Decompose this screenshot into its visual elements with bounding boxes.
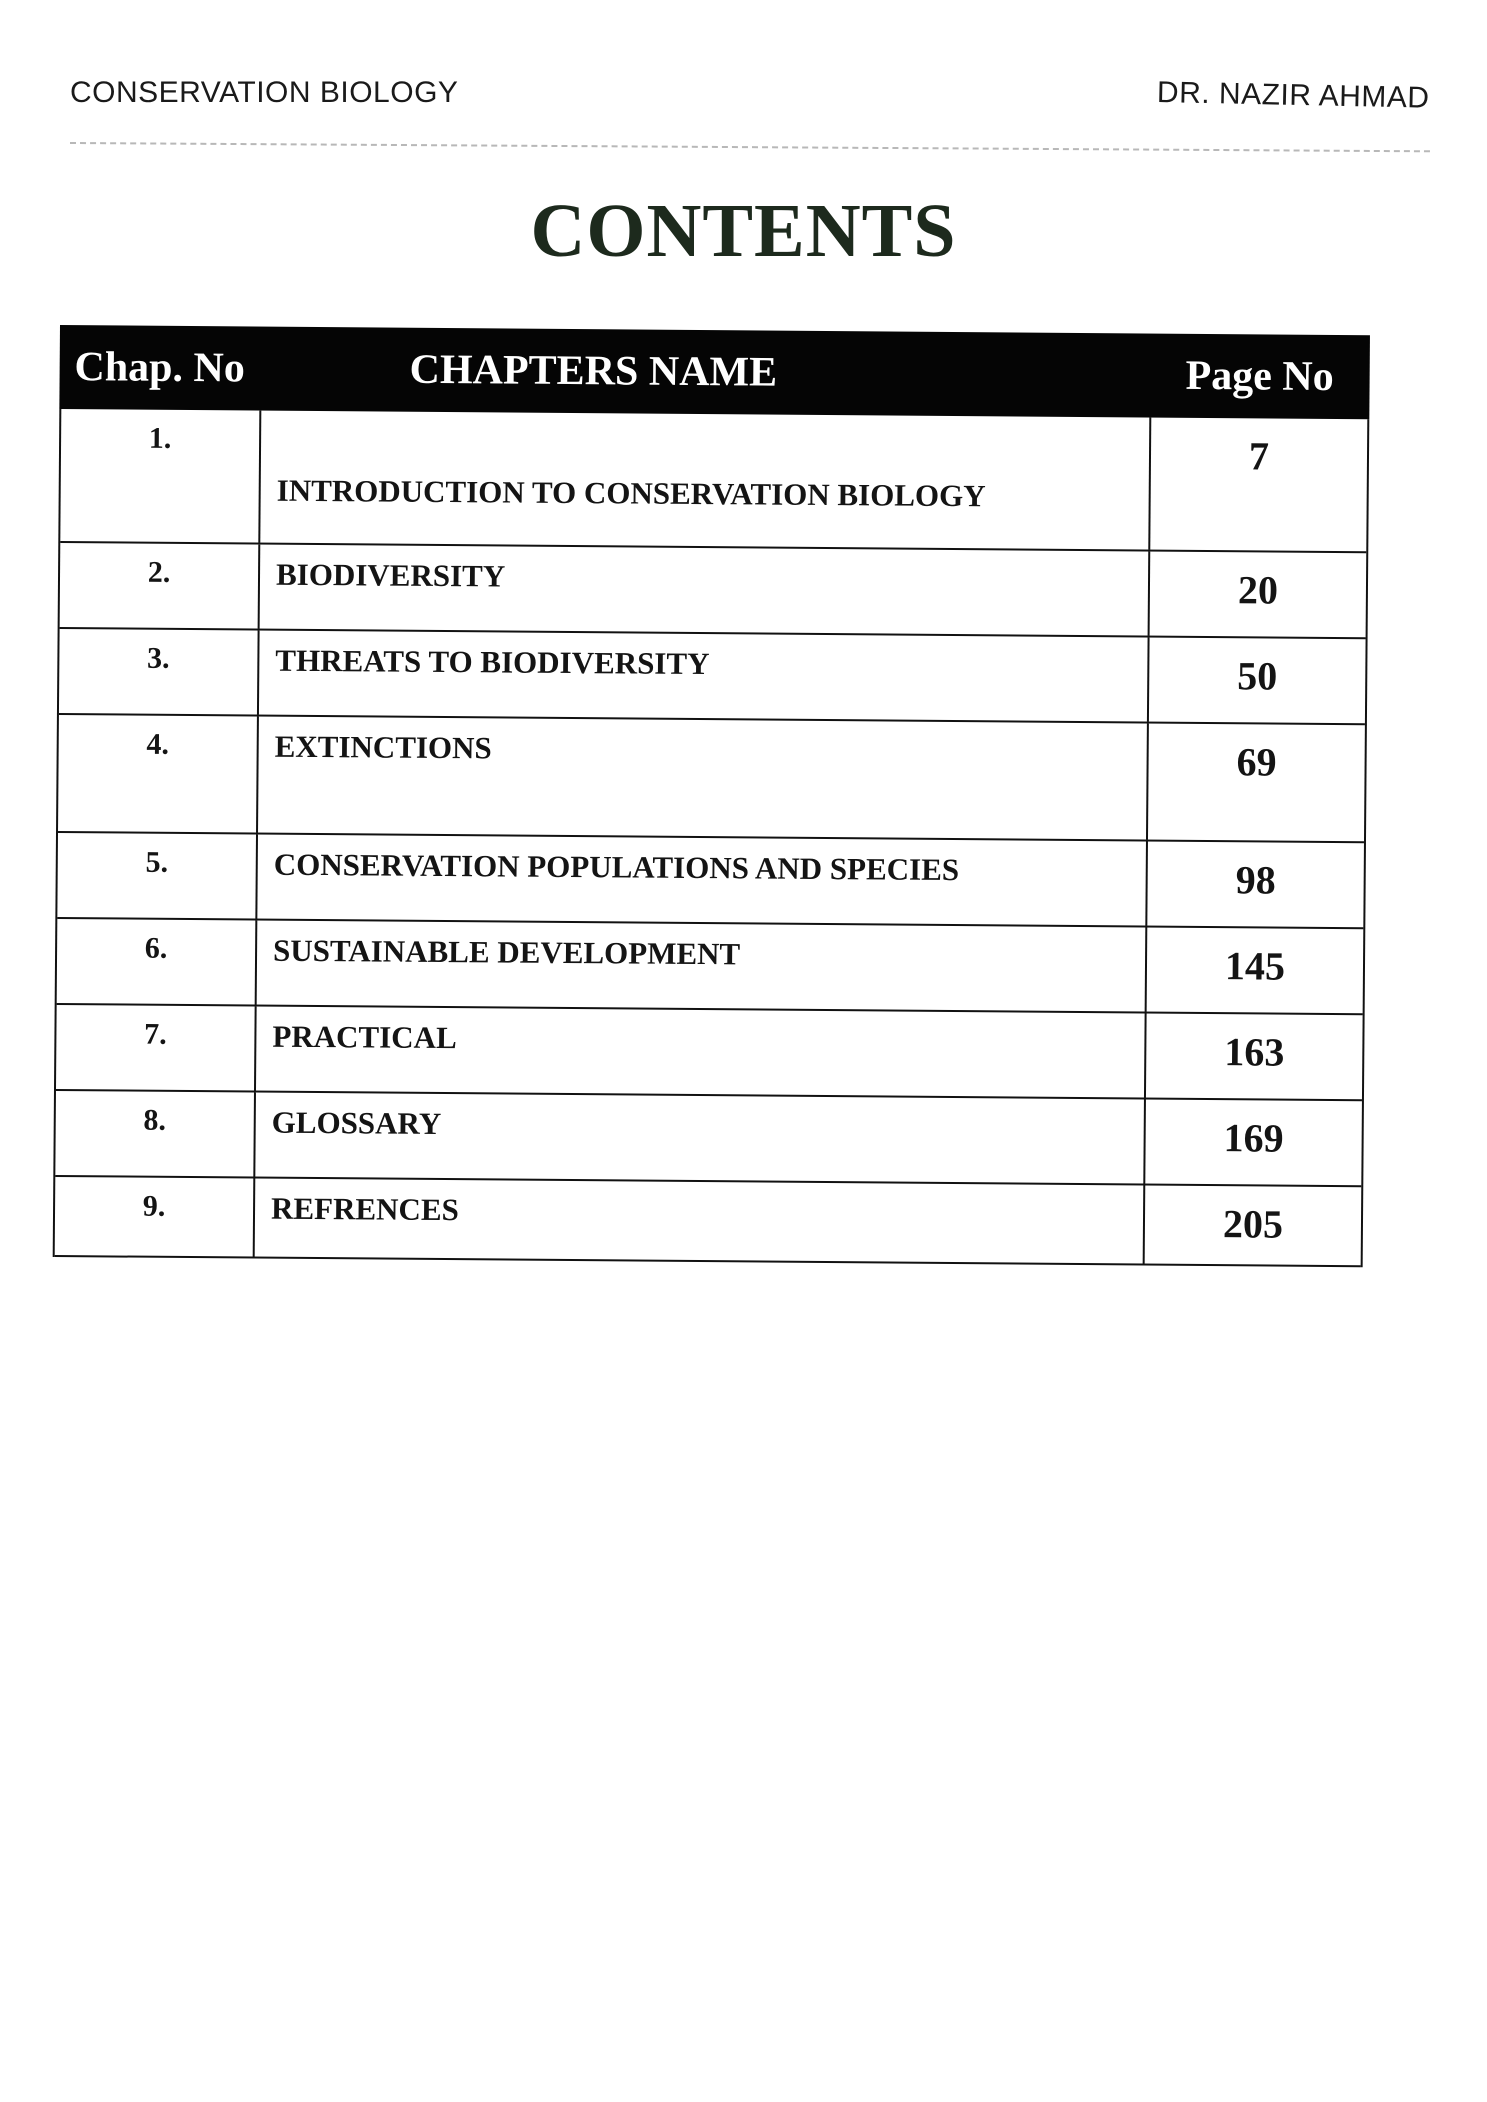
chapter-number: 8. bbox=[55, 1091, 256, 1177]
table-row bbox=[56, 1005, 1363, 1101]
table-row bbox=[59, 629, 1366, 725]
page-number: 20 bbox=[1237, 567, 1279, 613]
chapter-number: 7. bbox=[56, 1005, 257, 1091]
chapter-number: 5. bbox=[57, 833, 258, 919]
chapter-number: 9. bbox=[55, 1177, 256, 1257]
author-name: DR. NAZIR AHMAD bbox=[1157, 76, 1431, 115]
chapter-name: BIODIVERSITY bbox=[260, 545, 1151, 636]
page-number: 98 bbox=[1235, 857, 1276, 903]
header-divider bbox=[70, 142, 1430, 152]
table-header bbox=[59, 325, 1370, 419]
chapter-number: 6. bbox=[57, 919, 258, 1005]
chapter-name: REFRENCES bbox=[255, 1179, 1146, 1264]
table-row bbox=[60, 543, 1367, 639]
chapter-name: EXTINCTIONS bbox=[258, 717, 1149, 840]
table-row bbox=[57, 833, 1364, 929]
chapter-name: INTRODUCTION TO CONSERVATION BIOLOGY bbox=[260, 411, 1151, 550]
table-row bbox=[55, 1091, 1362, 1187]
running-header bbox=[70, 70, 1430, 130]
chapter-number: 3. bbox=[59, 629, 260, 715]
table-row bbox=[58, 715, 1365, 843]
table-body bbox=[53, 409, 1370, 1267]
chapter-number: 1. bbox=[60, 409, 261, 543]
chapter-name: SUSTAINABLE DEVELOPMENT bbox=[257, 921, 1148, 1012]
table-row bbox=[55, 1177, 1362, 1267]
book-title: CONSERVATION BIOLOGY bbox=[70, 76, 459, 109]
column-header-chapter-name: CHAPTERS NAME bbox=[409, 346, 778, 396]
column-header-page-number: Page No bbox=[1185, 352, 1334, 401]
chapter-name: PRACTICAL bbox=[256, 1007, 1147, 1098]
chapter-name: THREATS TO BIODIVERSITY bbox=[259, 631, 1150, 722]
chapter-name: CONSERVATION POPULATIONS AND SPECIES bbox=[257, 835, 1148, 926]
contents-table bbox=[53, 325, 1370, 1267]
column-header-chapter-number: Chap. No bbox=[74, 344, 246, 392]
page-number: 163 bbox=[1224, 1029, 1285, 1075]
page-number: 7 bbox=[1248, 433, 1270, 479]
page-number: 69 bbox=[1236, 739, 1277, 785]
page-number: 205 bbox=[1222, 1201, 1284, 1247]
page-number: 145 bbox=[1224, 943, 1286, 989]
chapter-number: 2. bbox=[60, 543, 261, 629]
page-title: CONTENTS bbox=[530, 189, 957, 273]
chapter-number: 4. bbox=[58, 715, 259, 833]
page-number: 169 bbox=[1223, 1115, 1284, 1161]
chapter-name: GLOSSARY bbox=[255, 1093, 1146, 1184]
table-row bbox=[60, 409, 1367, 553]
table-row bbox=[57, 919, 1364, 1015]
page-number: 50 bbox=[1237, 653, 1278, 699]
